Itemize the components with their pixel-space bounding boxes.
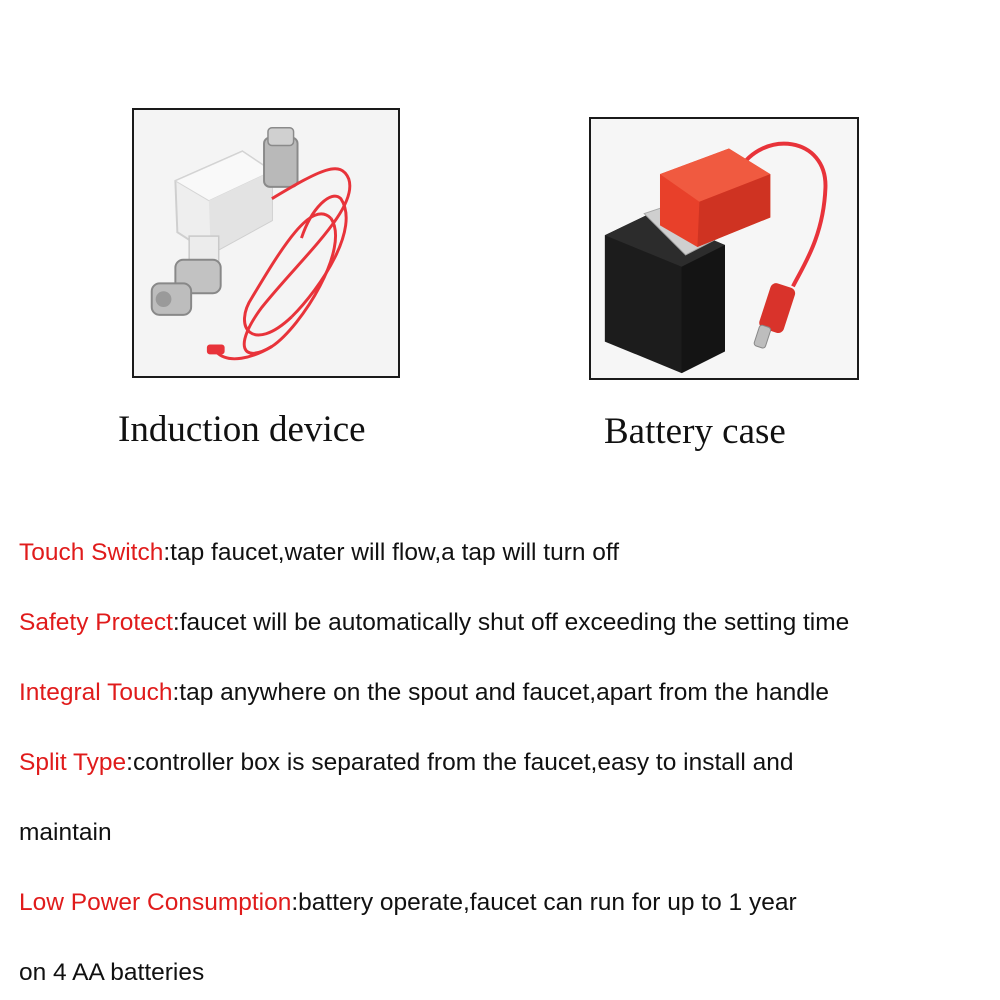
feature-split-type (19, 748, 793, 778)
feature-split-type-continued (19, 818, 112, 848)
feature-term: Split Type (19, 749, 127, 776)
feature-desc: :faucet will be automatically shut off exceeding the setting time (172, 609, 850, 636)
feature-low-power (19, 888, 797, 918)
feature-term: Low Power Consumption (19, 889, 292, 916)
battery-case-image (591, 119, 857, 378)
feature-term: Touch Switch (19, 539, 164, 566)
feature-desc: :battery operate,faucet can run for up to 1 year (291, 889, 797, 916)
feature-desc: :controller box is separated from the faucet,easy to install and (126, 749, 794, 776)
battery-case-photo (589, 117, 859, 380)
feature-integral-touch (19, 678, 829, 708)
feature-desc: :tap faucet,water will flow,a tap will turn off (163, 539, 620, 566)
induction-device-image (134, 110, 398, 376)
feature-low-power-continued (19, 958, 204, 988)
feature-touch-switch (19, 538, 619, 568)
feature-desc-continued: on 4 AA batteries (19, 959, 205, 986)
feature-safety-protect (19, 608, 849, 638)
battery-case-caption: Battery case (604, 411, 786, 452)
feature-term: Safety Protect (19, 609, 173, 636)
feature-term: Integral Touch (19, 679, 173, 706)
induction-device-photo (132, 108, 400, 378)
feature-desc-continued: maintain (19, 819, 112, 846)
induction-device-caption: Induction device (118, 409, 366, 450)
feature-desc: :tap anywhere on the spout and faucet,apart from the handle (172, 679, 829, 706)
